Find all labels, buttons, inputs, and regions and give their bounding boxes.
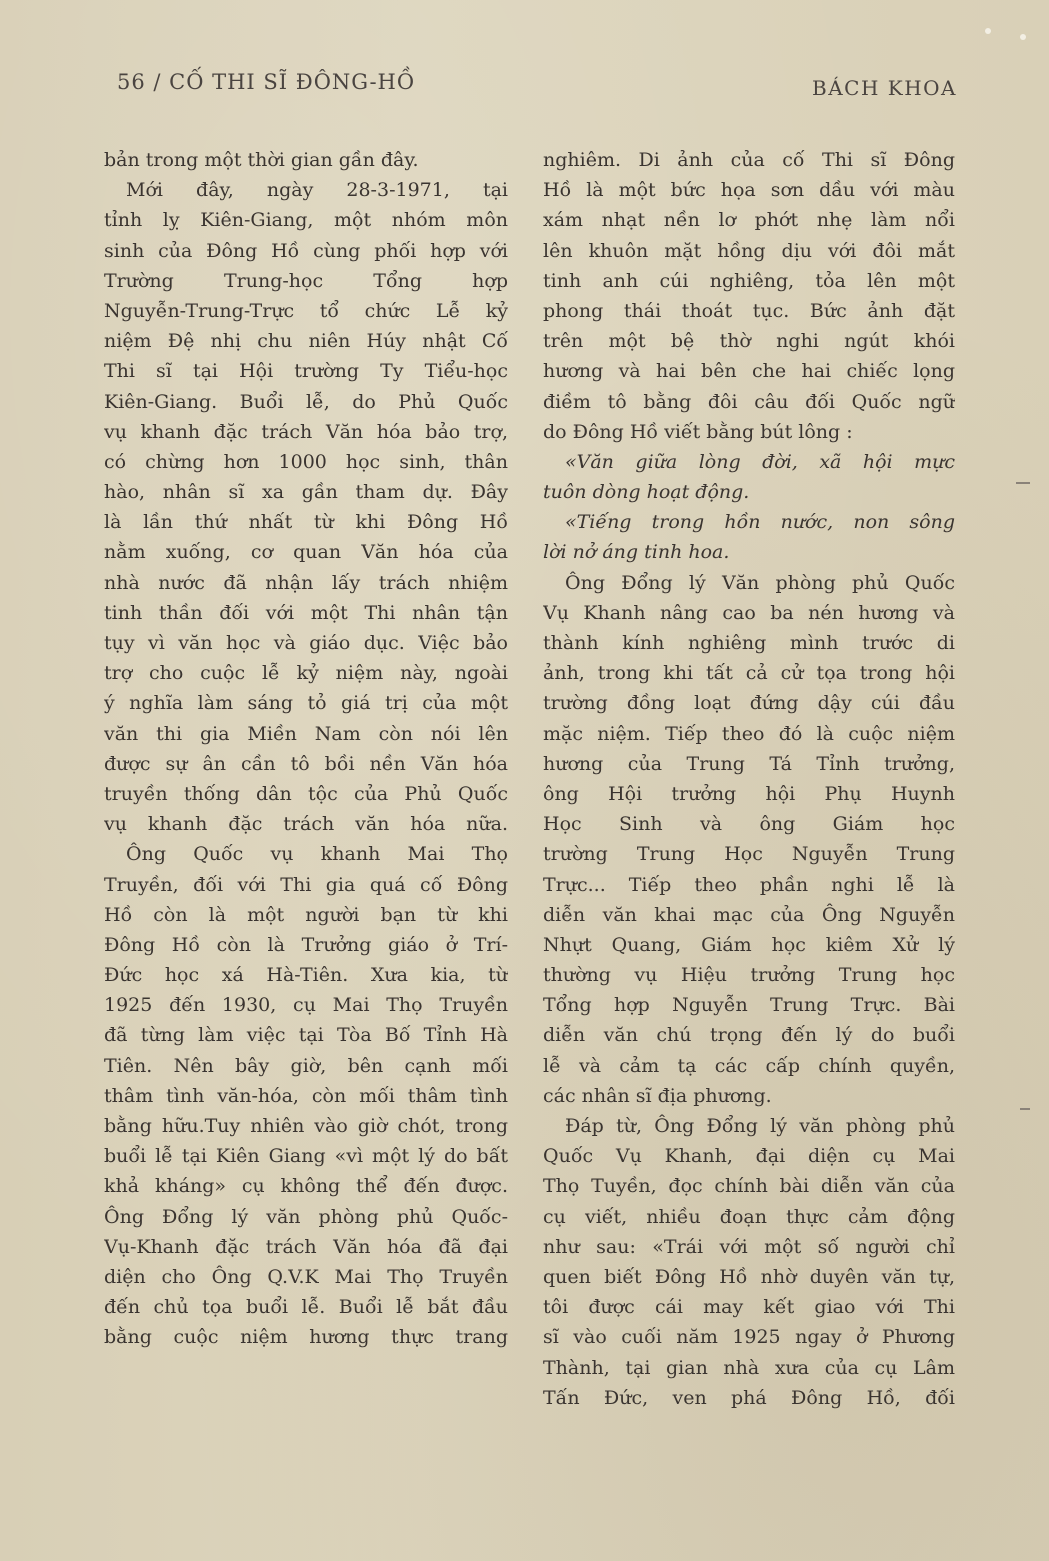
margin-mark	[1020, 1108, 1030, 1110]
text-line: vụ khanh đặc trách Văn hóa bảo trợ,	[104, 420, 508, 443]
text-line: Truyền, đối với Thi gia quá cố Đông	[104, 873, 508, 896]
text-line: có chừng hơn 1000 học sinh, thân	[104, 450, 508, 473]
text-line: điềm tô bằng đôi câu đối Quốc ngữ	[543, 390, 955, 413]
text-line: văn thi gia Miền Nam còn nói lên	[104, 722, 508, 745]
text-line: diện cho Ông Q.V.K Mai Thọ Truyền	[104, 1265, 508, 1288]
couplet-line: lời nở áng tinh hoa.	[543, 541, 730, 564]
couplet-line: «Văn giữa lòng đời, xã hội mực	[565, 450, 955, 473]
text-line: Tấn Đức, ven phá Đông Hồ, đối	[543, 1386, 955, 1409]
text-line: Tổng hợp Nguyễn Trung Trực. Bài	[543, 994, 955, 1017]
text-line: tinh anh cúi nghiêng, tỏa lên một	[543, 269, 955, 292]
text-line: buổi lễ tại Kiên Giang «vì một lý do bất	[104, 1145, 508, 1168]
text-line: là lần thứ nhất từ khi Đông Hồ	[104, 511, 508, 534]
text-line: quen biết Đông Hồ nhờ duyên văn tự,	[543, 1265, 955, 1288]
right-text-column	[543, 145, 955, 1413]
text-line: Đông Hồ còn là Trưởng giáo ở Trí-	[104, 933, 508, 956]
text-line: phong thái thoát tục. Bức ảnh đặt	[543, 299, 955, 322]
text-line: Tiên. Nên bây giờ, bên cạnh mối	[104, 1054, 508, 1077]
paper-speck	[985, 28, 991, 34]
text-line: vụ khanh đặc trách văn hóa nữa.	[104, 813, 508, 836]
text-line: lễ và cảm tạ các cấp chính quyền,	[543, 1054, 955, 1077]
text-line: hương và hai bên che hai chiếc lọng	[543, 360, 955, 383]
running-header-page-title: 56 / CỐ THI SĨ ĐÔNG-HỒ	[117, 70, 416, 94]
text-line: trường đồng loạt đứng dậy cúi đầu	[543, 692, 955, 715]
paper-speck	[1020, 34, 1026, 40]
text-line: Thành, tại gian nhà xưa của cụ Lâm	[543, 1356, 955, 1379]
text-line: ảnh, trong khi tất cả cử tọa trong hội	[543, 662, 955, 685]
text-line: Hồ là một bức họa sơn dầu với màu	[543, 179, 955, 202]
margin-mark	[1016, 482, 1030, 484]
text-line: Trường Trung-học Tổng hợp	[104, 269, 508, 292]
text-line: khả kháng» cụ không thể đến được.	[104, 1175, 508, 1198]
text-line: Ông Đổng lý Văn phòng phủ Quốc	[565, 571, 955, 594]
text-line: 1925 đến 1930, cụ Mai Thọ Truyền	[104, 994, 508, 1017]
text-line: được sự ân cần tô bồi nền Văn hóa	[104, 752, 508, 775]
text-line: Kiên-Giang. Buổi lễ, do Phủ Quốc	[104, 390, 508, 413]
text-line: Thi sĩ tại Hội trường Ty Tiểu-học	[104, 360, 508, 383]
text-line: bằng hữu.Tuy nhiên vào giờ chót, trong	[104, 1115, 508, 1137]
text-line: ông Hội trưởng hội Phụ Huynh	[543, 782, 955, 805]
text-line: như sau: «Trái với một số người chỉ	[543, 1235, 955, 1258]
text-line: Thọ Tuyền, đọc chính bài diễn văn của	[543, 1175, 955, 1198]
text-line: tỉnh lỵ Kiên-Giang, một nhóm môn	[104, 209, 508, 232]
text-line: nhà nước đã nhận lấy trách nhiệm	[104, 571, 508, 594]
text-line: tôi được cái may kết giao với Thi	[543, 1296, 955, 1319]
text-line: Hồ còn là một người bạn từ khi	[104, 903, 508, 926]
text-line: Đáp từ, Ông Đổng lý văn phòng phủ	[565, 1115, 955, 1137]
text-line: thành kính nghiêng mình trước di	[543, 632, 955, 654]
text-line: nghiêm. Di ảnh của cố Thi sĩ Đông	[543, 149, 955, 171]
text-line: Học Sinh và ông Giám học	[543, 813, 955, 836]
text-line: tụy vì văn học và giáo dục. Việc bảo	[104, 632, 508, 654]
text-line: đã từng làm việc tại Tòa Bố Tỉnh Hà	[104, 1024, 508, 1047]
text-line: nằm xuống, cơ quan Văn hóa của	[104, 541, 508, 564]
text-line: Vụ-Khanh đặc trách Văn hóa đã đại	[104, 1235, 508, 1258]
text-line: Mới đây, ngày 28-3-1971, tại	[126, 179, 508, 202]
text-line: Vụ Khanh nâng cao ba nén hương và	[543, 601, 955, 624]
text-line: diễn văn chú trọng đến lý do buổi	[543, 1024, 955, 1047]
text-line: thâm tình văn-hóa, còn mối thâm tình	[104, 1084, 508, 1107]
couplet-line: tuôn dòng hoạt động.	[543, 481, 750, 504]
text-line: Nhựt Quang, Giám học kiêm Xử lý	[543, 933, 955, 956]
text-line: các nhân sĩ địa phương.	[543, 1084, 772, 1107]
text-line: Nguyễn-Trung-Trực tổ chức Lễ kỷ	[104, 299, 508, 322]
text-line: do Đông Hồ viết bằng bút lông :	[543, 420, 853, 443]
running-header-magazine-name: BÁCH KHOA	[812, 76, 957, 100]
text-line: trợ cho cuộc lễ kỷ niệm này, ngoài	[104, 662, 508, 685]
text-line: xám nhạt nền lơ phớt nhẹ làm nổi	[543, 209, 955, 232]
text-line: Trực... Tiếp theo phần nghi lễ là	[543, 873, 955, 896]
left-text-column	[104, 145, 508, 1353]
text-line: đến chủ tọa buổi lễ. Buổi lễ bắt đầu	[104, 1296, 508, 1319]
text-line: Ông Quốc vụ khanh Mai Thọ	[126, 843, 508, 866]
text-line: cụ viết, nhiều đoạn thực cảm động	[543, 1205, 955, 1228]
text-line: truyền thống dân tộc của Phủ Quốc	[104, 782, 508, 805]
text-line: ý nghĩa làm sáng tỏ giá trị của một	[104, 692, 508, 715]
text-line: lên khuôn mặt hồng dịu với đôi mắt	[543, 239, 955, 262]
text-line: trên một bệ thờ nghi ngút khói	[543, 330, 955, 353]
text-line: sinh của Đông Hồ cùng phối hợp với	[104, 239, 508, 262]
text-line: sĩ vào cuối năm 1925 ngay ở Phương	[543, 1326, 955, 1349]
text-line: trường Trung Học Nguyễn Trung	[543, 843, 955, 866]
text-line: Đức học xá Hà-Tiên. Xưa kia, từ	[104, 964, 508, 987]
text-line: hương của Trung Tá Tỉnh trưởng,	[543, 752, 955, 775]
text-line: niệm Đệ nhị chu niên Húy nhật Cố	[104, 330, 508, 353]
text-line: hào, nhân sĩ xa gần tham dự. Đây	[104, 481, 508, 504]
text-line: bản trong một thời gian gần đây.	[104, 149, 419, 171]
text-line: thường vụ Hiệu trưởng Trung học	[543, 964, 955, 987]
text-line: diễn văn khai mạc của Ông Nguyễn	[543, 903, 955, 926]
text-line: Ông Đổng lý văn phòng phủ Quốc-	[104, 1205, 508, 1228]
couplet-line: «Tiếng trong hồn nước, non sông	[565, 511, 955, 534]
text-line: bằng cuộc niệm hương thực trang	[104, 1326, 508, 1349]
text-line: tinh thần đối với một Thi nhân tận	[104, 601, 508, 624]
text-line: mặc niệm. Tiếp theo đó là cuộc niệm	[543, 722, 955, 745]
text-line: Quốc Vụ Khanh, đại diện cụ Mai	[543, 1145, 955, 1168]
